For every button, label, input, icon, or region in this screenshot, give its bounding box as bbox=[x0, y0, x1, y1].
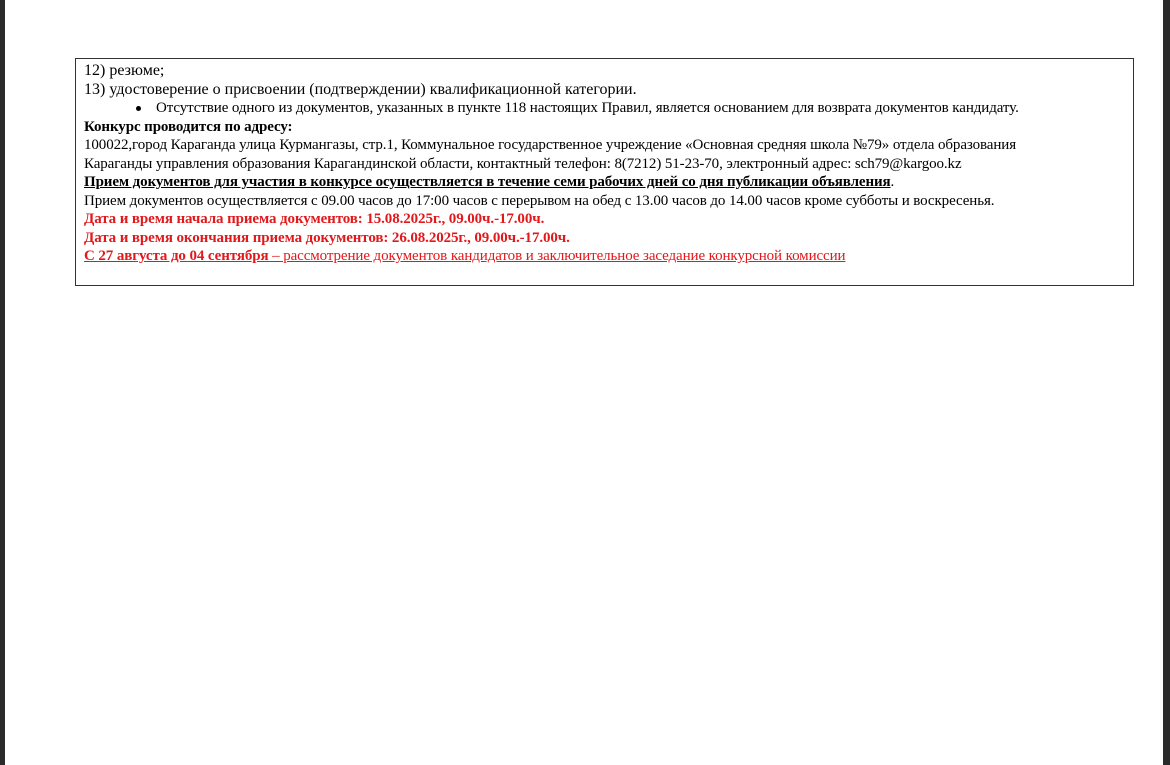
acceptance-period-text: Прием документов для участия в конкурсе осуществляется в течение семи рабочих дней со дня публикации объявления bbox=[84, 174, 891, 190]
address-line-2: Караганды управления образования Карагандинской области, контактный телефон: 8(7212) 51-23-70, электронный адрес: sch79@kargoo.kz bbox=[84, 155, 962, 172]
acceptance-period-line bbox=[84, 173, 1133, 192]
end-date-line: Дата и время окончания приема документов: 26.08.2025г., 09.00ч.-17.00ч. bbox=[84, 229, 570, 246]
address-line-1: 100022,город Караганда улица Курмангазы, стр.1, Коммунальное государственное учреждение «Основная средняя школа №79» отдела образования bbox=[84, 137, 1017, 153]
announcement-frame bbox=[75, 58, 1134, 286]
review-dates: С 27 августа до 04 сентября bbox=[84, 248, 269, 264]
acceptance-period-end: . bbox=[890, 174, 895, 190]
hours-line: Прием документов осуществляется с 09.00 часов до 17:00 часов с перерывом на обед с 13.00 часов до 14.00 часов кроме субботы и воскресенья. bbox=[84, 192, 995, 209]
bullet-item bbox=[84, 99, 1133, 118]
address-heading: Конкурс проводится по адресу: bbox=[84, 118, 293, 135]
bullet-text: Отсутствие одного из документов, указанных в пункте 118 настоящих Правил, является основанием для возврата документов кандидату. bbox=[156, 100, 1019, 116]
list-item-resume: 12) резюме; bbox=[84, 62, 165, 79]
list-item-qualification: 13) удостоверение о присвоении (подтверждении) квалификационной категории. bbox=[84, 80, 637, 98]
start-date-line: Дата и время начала приема документов: 15.08.2025г., 09.00ч.-17.00ч. bbox=[84, 211, 545, 227]
review-line bbox=[84, 247, 1133, 266]
bullet-icon bbox=[136, 106, 141, 111]
review-text: – рассмотрение документов кандидатов и заключительное заседание конкурсной комиссии bbox=[268, 248, 846, 264]
document-page bbox=[5, 0, 1163, 765]
